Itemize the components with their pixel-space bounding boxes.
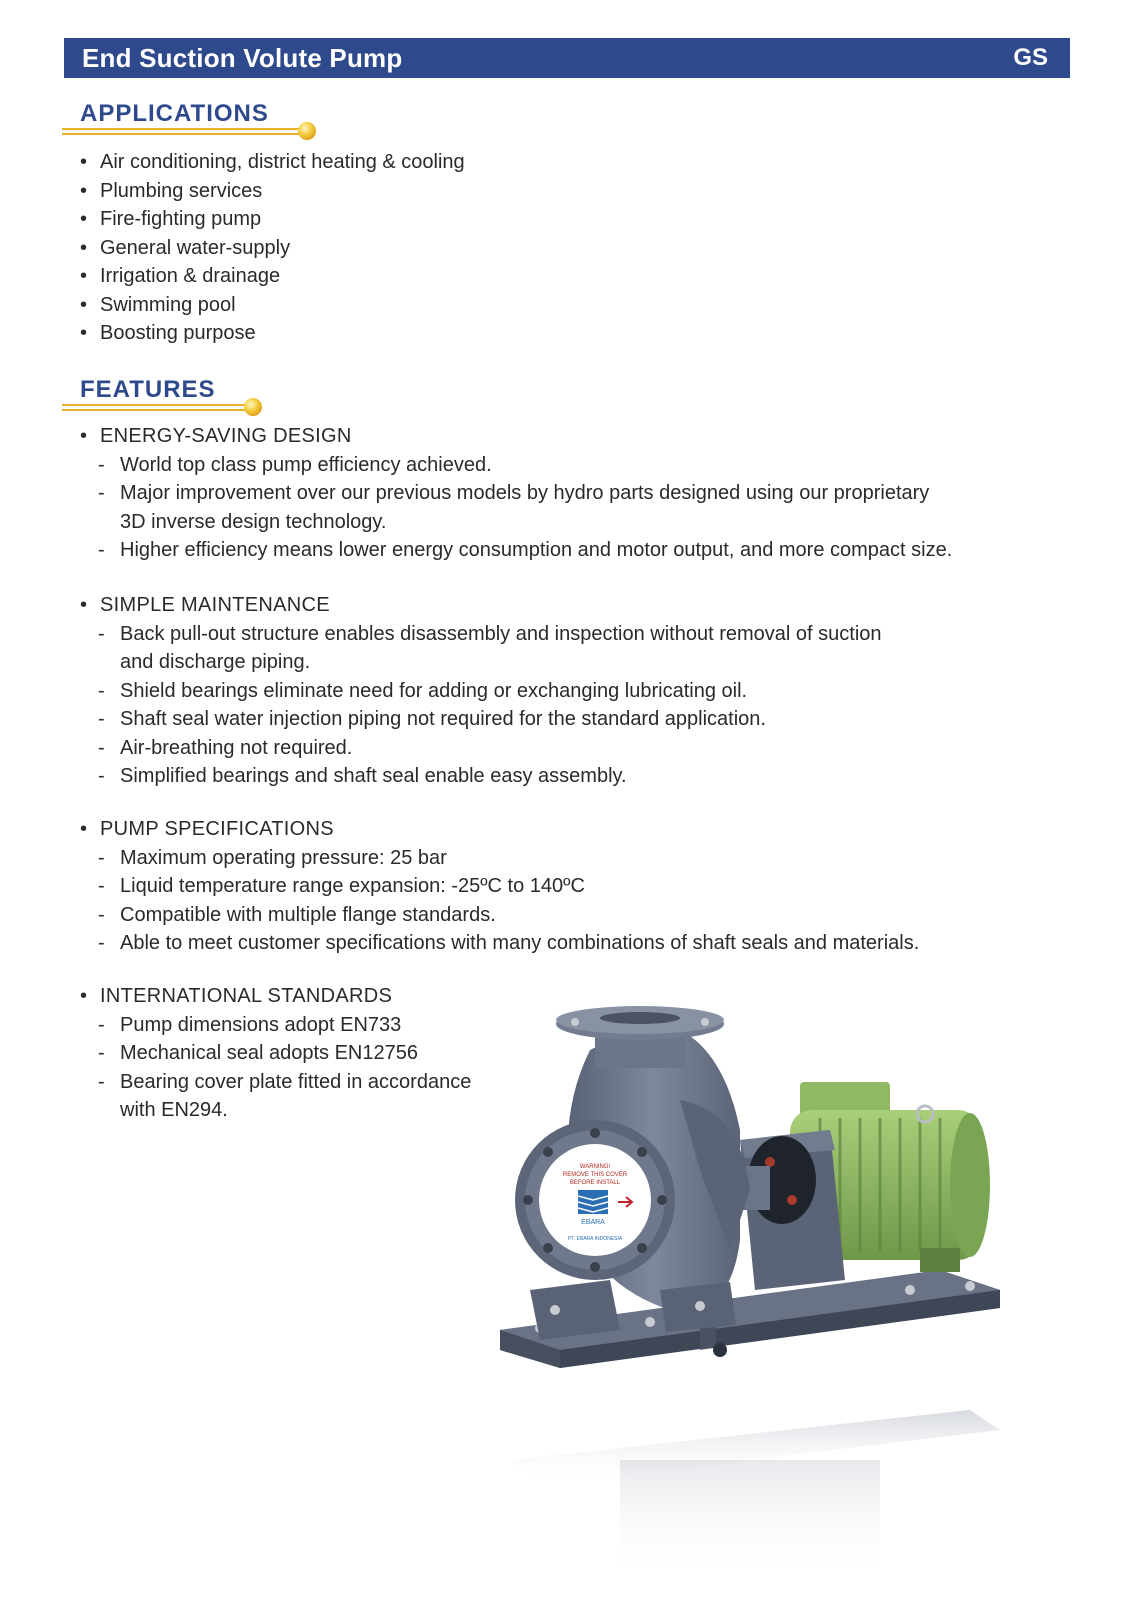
applications-list — [80, 148, 465, 348]
feature-title: • PUMP SPECIFICATIONS — [80, 818, 334, 840]
model-code: GS — [1013, 44, 1048, 71]
suction-flange — [515, 1120, 675, 1280]
floor-reflection — [510, 1410, 1000, 1580]
feature-international-standards — [80, 982, 471, 1125]
svg-text:BEFORE INSTALL: BEFORE INSTALL — [569, 1180, 621, 1186]
product-photo — [500, 990, 1040, 1590]
feature-line: - Pump dimensions adopt EN733 — [98, 1013, 402, 1036]
applications-heading-text: APPLICATIONS — [80, 100, 269, 127]
svg-text:EBARA: EBARA — [581, 1219, 605, 1226]
header-bar — [64, 38, 1070, 78]
feature-line: - Higher efficiency means lower energy consumption and motor output, and more compact size. — [98, 539, 953, 561]
list-item: • Irrigation & drainage — [80, 265, 281, 287]
feature-line: - Bearing cover plate fitted in accordance — [98, 1070, 472, 1093]
list-item: • Fire-fighting pump — [80, 208, 262, 230]
feature-line: - Back pull-out structure enables disassembly and inspection without removal of suction — [98, 622, 882, 645]
feature-line: - Shield bearings eliminate need for adding or exchanging lubricating oil. — [98, 679, 748, 702]
list-item: • Plumbing services — [80, 179, 263, 202]
feature-title: • SIMPLE MAINTENANCE — [80, 594, 330, 616]
applications-heading — [80, 100, 269, 128]
feature-line: and discharge piping. — [120, 651, 311, 673]
page-title: End Suction Volute Pump — [82, 42, 403, 73]
ebara-logo-icon — [578, 1190, 608, 1214]
feature-line: - Maximum operating pressure: 25 bar — [98, 846, 447, 869]
feature-line: - Simplified bearings and shaft seal enable easy assembly. — [98, 765, 627, 787]
feature-line: - Liquid temperature range expansion: -25ºC to 140ºC — [98, 875, 585, 897]
feature-line: - Major improvement over our previous models by hydro parts designed using our proprietary — [98, 482, 930, 504]
svg-text:REMOVE THIS COVER: REMOVE THIS COVER — [562, 1172, 628, 1178]
features-heading — [80, 376, 216, 404]
features-heading-text: FEATURES — [80, 376, 216, 403]
feature-title: • INTERNATIONAL STANDARDS — [80, 985, 393, 1007]
feature-line: - Air-breathing not required. — [98, 736, 353, 759]
feature-line: - Mechanical seal adopts EN12756 — [98, 1042, 418, 1064]
list-item: • Air conditioning, district heating & cooling — [80, 151, 465, 173]
feature-line: - Compatible with multiple flange standards. — [98, 903, 496, 926]
list-item: • Boosting purpose — [80, 322, 256, 344]
list-item: • Swimming pool — [80, 293, 236, 316]
feature-simple-maintenance — [80, 591, 882, 791]
feature-line: - Able to meet customer specifications with many combinations of shaft seals and materials. — [98, 932, 920, 954]
feature-line: 3D inverse design technology. — [120, 510, 387, 533]
gold-dot-icon — [298, 122, 316, 140]
feature-line: - Shaft seal water injection piping not required for the standard application. — [98, 708, 766, 730]
svg-text:WARNING!: WARNING! — [579, 1164, 611, 1170]
feature-line: with EN294. — [120, 1099, 228, 1121]
feature-line: - World top class pump efficiency achieved. — [98, 453, 492, 476]
feature-title: • ENERGY-SAVING DESIGN — [80, 425, 352, 447]
gold-dot-icon — [244, 398, 262, 416]
feature-pump-specifications — [80, 815, 919, 958]
list-item: • General water-supply — [80, 236, 291, 259]
pump-illustration — [500, 990, 1040, 1590]
feature-energy-saving — [80, 422, 952, 565]
svg-text:PT. EBARA INDONESIA: PT. EBARA INDONESIA — [567, 1236, 623, 1242]
